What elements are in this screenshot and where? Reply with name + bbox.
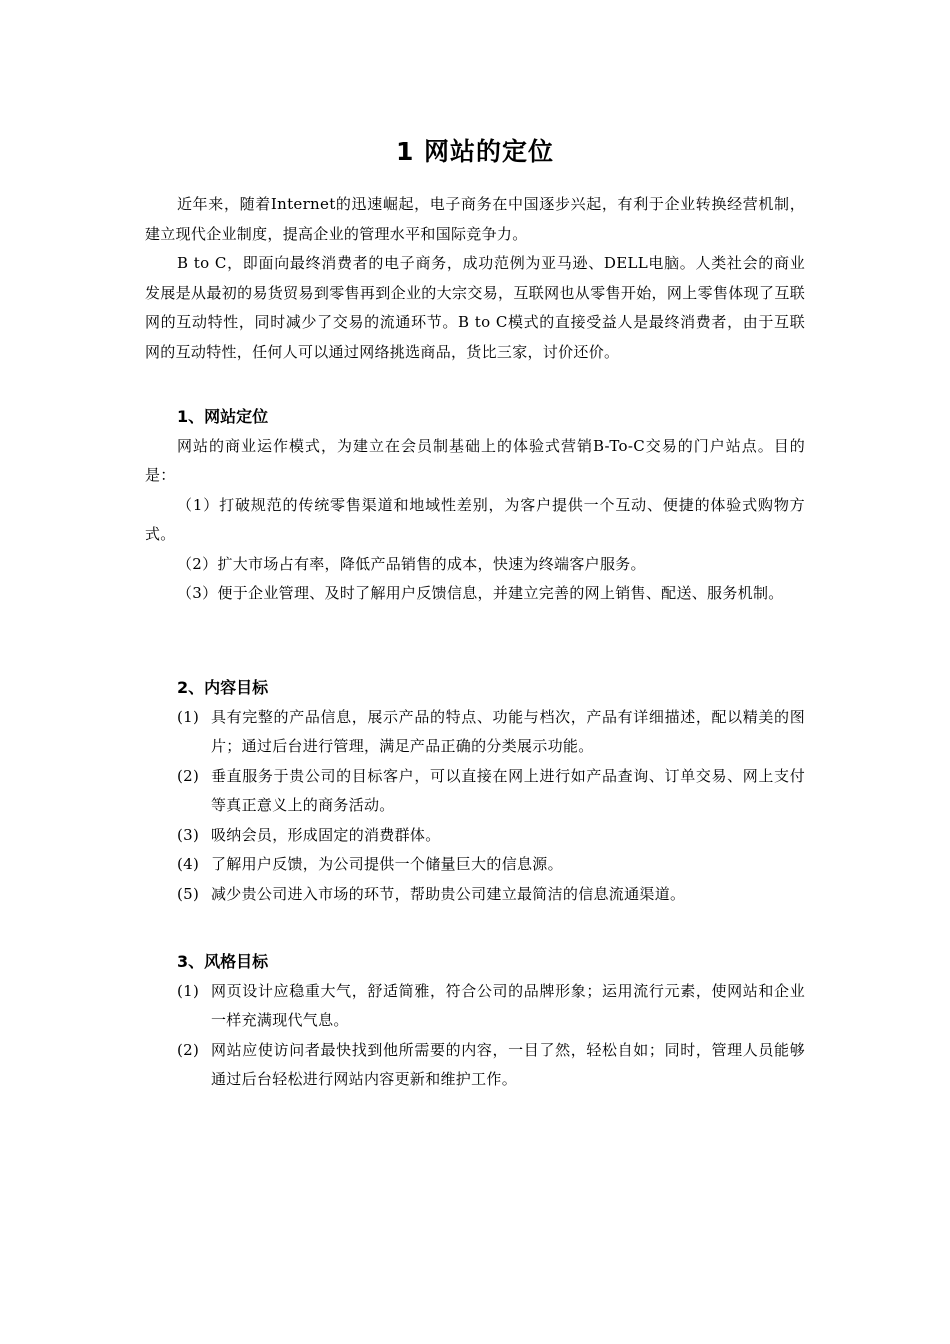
list-item (145, 703, 805, 762)
section-heading: 1、网站定位 (177, 407, 269, 426)
intro-paragraph: B to C，即面向最终消费者的电子商务，成功范例为亚马逊、DELL电脑。人类社会的商业发展是从最初的易货贸易到零售再到企业的大宗交易，互联网也从零售开始，网上零售体现了互联网的互动特性，同时减少了交易的流通环节。B to C模式的直接受益人是最终消费者，由于互联网的互动特性，任何人可以通过网络挑选商品，货比三家，讨价还价。 (145, 254, 805, 361)
list-item-text: 了解用户反馈，为公司提供一个储量巨大的信息源。 (211, 855, 563, 873)
page-title: 1 网站的定位 (395, 137, 555, 166)
list-item-text: 网页设计应稳重大气，舒适简雅，符合公司的品牌形象；运用流行元素，使网站和企业一样充满现代气息。 (211, 981, 805, 1029)
list-item-number: (5) (177, 884, 200, 903)
list-item (145, 880, 805, 910)
list-item-text: 垂直服务于贵公司的目标客户，可以直接在网上进行如产品查询、订单交易、网上支付等真正意义上的商务活动。 (211, 766, 805, 814)
list-item (145, 977, 805, 1036)
section-content-goals (145, 673, 805, 909)
list-item-number: (2) (177, 1040, 200, 1059)
list-item-number: (4) (177, 855, 200, 873)
intro-paragraph: 近年来，随着Internet的迅速崛起，电子商务在中国逐步兴起，有利于企业转换经营机制，建立现代企业制度，提高企业的管理水平和国际竞争力。 (145, 195, 805, 243)
list-item-number: (1) (177, 707, 200, 726)
section-paragraph: 网站的商业运作模式，为建立在会员制基础上的体验式营销B-To-C交易的门户站点。目的是： (145, 436, 805, 484)
list-item-text: 吸纳会员，形成固定的消费群体。 (211, 825, 441, 844)
section-style-goals (145, 947, 805, 1095)
list-item (145, 762, 805, 821)
section-paragraph: （2）扩大市场占有率，降低产品销售的成本，快速为终端客户服务。 (177, 554, 646, 573)
list-item-number: (2) (177, 766, 200, 785)
intro-section (145, 190, 805, 367)
list-item-text: 具有完整的产品信息，展示产品的特点、功能与档次，产品有详细描述，配以精美的图片；通过后台进行管理，满足产品正确的分类展示功能。 (211, 707, 805, 755)
section-paragraph: （3）便于企业管理、及时了解用户反馈信息，并建立完善的网上销售、配送、服务机制。 (177, 584, 784, 602)
section-paragraph: （1）打破规范的传统零售渠道和地域性差别，为客户提供一个互动、便捷的体验式购物方式。 (145, 495, 805, 543)
list-item-number: (3) (177, 825, 200, 844)
list-item-text: 减少贵公司进入市场的环节，帮助贵公司建立最简洁的信息流通渠道。 (211, 884, 686, 903)
list-item (145, 1036, 805, 1095)
section-website-positioning (145, 402, 805, 609)
list-item-text: 网站应使访问者最快找到他所需要的内容，一目了然，轻松自如；同时，管理人员能够通过后台轻松进行网站内容更新和维护工作。 (211, 1040, 805, 1088)
list-item-number: (1) (177, 981, 200, 1000)
list-item (145, 850, 805, 880)
section-heading: 2、内容目标 (177, 678, 269, 697)
list-item (145, 821, 805, 851)
section-heading: 3、风格目标 (177, 952, 269, 971)
